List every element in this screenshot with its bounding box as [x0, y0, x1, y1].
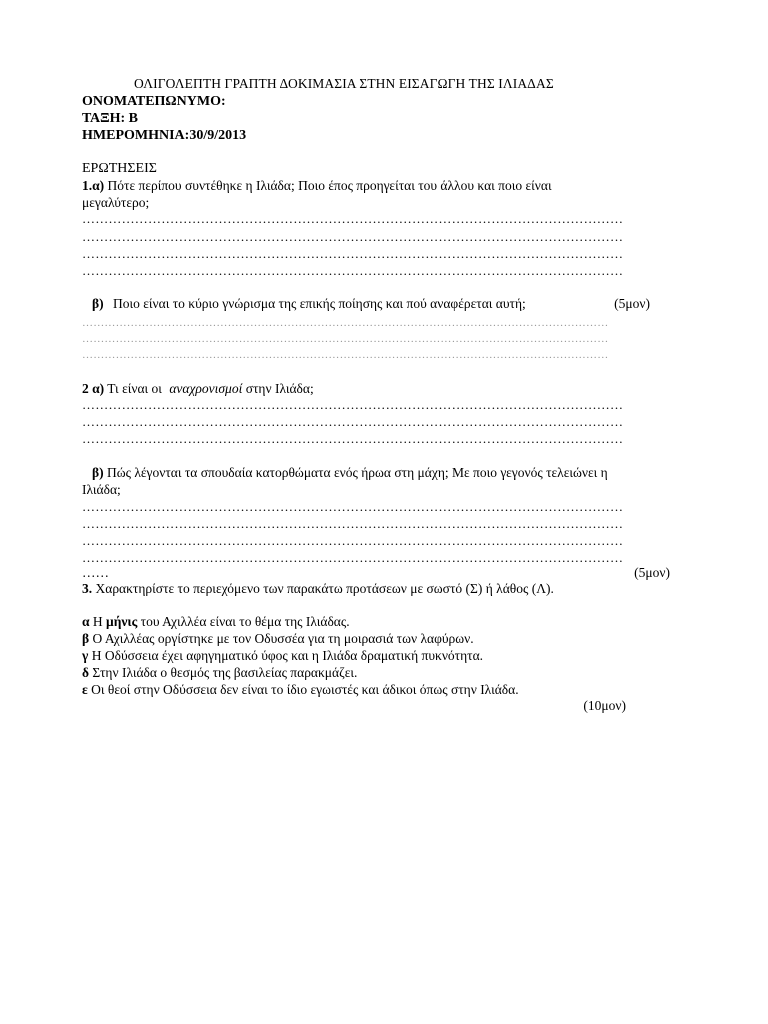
answer-line: …………………………………………………………………………………………………………… — [82, 550, 624, 565]
name-label: ΟΝΟΜΑΤΕΠΩΝΥΜΟ: — [82, 94, 226, 109]
answer-line: …………………………………………………………………………………………………………… — [82, 516, 624, 531]
question-1a-number: 1.α) — [82, 178, 105, 193]
question-1b-points: (5μον) — [614, 296, 650, 311]
question-3-text: Χαρακτηρίστε το περιεχόμενο των παρακάτω προτάσεων με σωστό (Σ) ή λάθος (Λ). — [92, 581, 554, 596]
answer-line-light: …………………………………………………………………………………………………………………………… — [82, 333, 609, 345]
question-3-number: 3. — [82, 581, 93, 596]
question-3-points: (10μον) — [583, 698, 626, 713]
statement-item: α Η μήνις του Αχιλλέα είναι το θέμα της Ιλιάδας. — [82, 614, 350, 629]
exam-title: ΟΛΙΓΟΛΕΠΤΗ ΓΡΑΠΤΗ ΔΟΚΙΜΑΣΙΑ ΣΤΗΝ ΕΙΣΑΓΩΓΗ ΤΗΣ ΙΛΙΑΔΑΣ — [134, 76, 554, 91]
question-2b-label: β) — [92, 465, 104, 480]
question-1a-text-1: Πότε περίπου συντέθηκε η Ιλιάδα; Ποιο έπος προηγείται του άλλου και ποιο είναι — [104, 178, 552, 193]
answer-line-light: …………………………………………………………………………………………………………………………… — [82, 317, 609, 329]
answer-line-short: …… — [82, 565, 109, 580]
answer-line: …………………………………………………………………………………………………………… — [82, 414, 624, 429]
answer-line: …………………………………………………………………………………………………………… — [82, 499, 624, 514]
statement-item: γ Η Οδύσσεια έχει αφηγηματικό ύφος και η Ιλιάδα δραματική πυκνότητα. — [82, 648, 484, 663]
class-label: ΤΑΞΗ: Β — [82, 111, 138, 126]
answer-line: …………………………………………………………………………………………………………… — [82, 246, 624, 261]
question-2a-text-post: στην Ιλιάδα; — [242, 381, 314, 396]
answer-line: …………………………………………………………………………………………………………… — [82, 211, 624, 226]
question-2b-text-1: Πώς λέγονται τα σπουδαία κατορθώματα ενός ήρωα στη μάχη; Με ποιο γεγονός τελειώνει η — [103, 465, 608, 480]
answer-line: …………………………………………………………………………………………………………… — [82, 533, 624, 548]
statement-item: β Ο Αχιλλέας οργίστηκε με τον Οδυσσέα για τη μοιρασιά των λαφύρων. — [82, 631, 474, 646]
answer-line: …………………………………………………………………………………………………………… — [82, 229, 624, 244]
question-1b — [92, 296, 526, 312]
answer-line: …………………………………………………………………………………………………………… — [82, 397, 624, 412]
questions-heading: ΕΡΩΤΗΣΕΙΣ — [82, 161, 157, 176]
question-2b-text-2: Ιλιάδα; — [82, 482, 121, 497]
question-2a-text-pre: Τι είναι οι — [104, 381, 162, 396]
answer-line: …………………………………………………………………………………………………………… — [82, 431, 624, 446]
question-2b — [92, 465, 608, 481]
question-1a-text-2: μεγαλύτερο; — [82, 195, 150, 210]
question-2a-italic: αναχρονισμοί — [169, 381, 243, 396]
question-1a — [82, 178, 552, 194]
question-1b-text: Ποιο είναι το κύριο γνώρισμα της επικής ποίησης και πού αναφέρεται αυτή; — [112, 296, 526, 311]
statement-item: δ Στην Ιλιάδα ο θεσμός της βασιλείας παρακμάζει. — [82, 665, 358, 680]
date-label: ΗΜΕΡΟΜΗΝΙΑ:30/9/2013 — [82, 128, 247, 143]
question-2a — [82, 381, 314, 397]
answer-line: …………………………………………………………………………………………………………… — [82, 263, 624, 278]
question-2-points: (5μον) — [634, 565, 670, 580]
statement-item: ε Οι θεοί στην Οδύσσεια δεν είναι το ίδιο εγωιστές και άδικοι όπως στην Ιλιάδα. — [82, 682, 519, 697]
question-3 — [82, 581, 554, 597]
answer-line-light: …………………………………………………………………………………………………………………………… — [82, 349, 609, 361]
question-1b-label: β) — [92, 296, 104, 311]
question-2a-number: 2 α) — [82, 381, 105, 396]
